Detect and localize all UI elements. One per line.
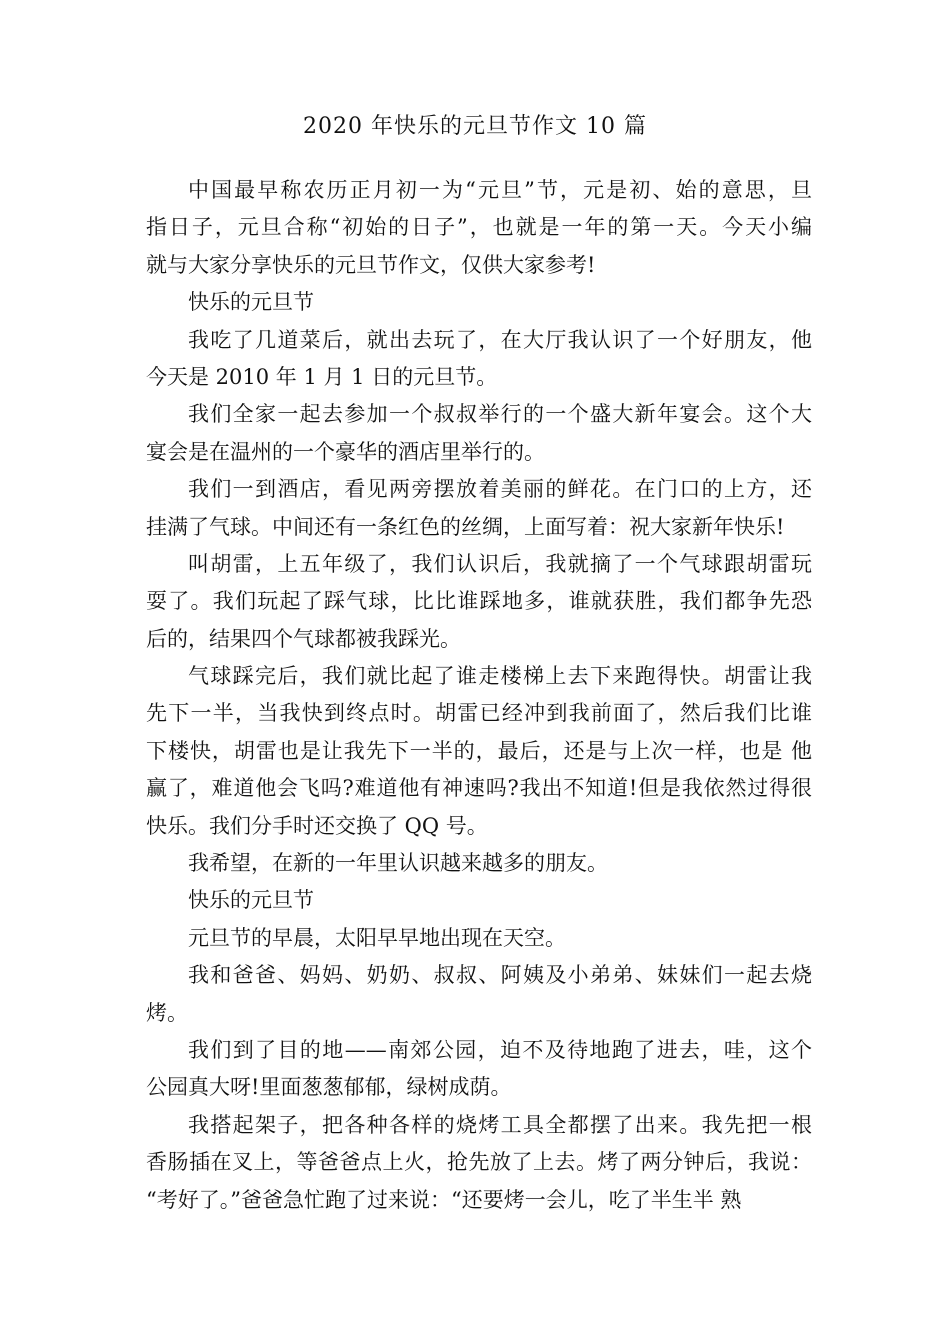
- paragraph-line: 公园真大呀!里面葱葱郁郁，绿树成荫。: [146, 1075, 512, 1100]
- body-paragraph: [146, 845, 812, 882]
- paragraph-line: 我希望，在新的一年里认识越来越多的朋友。: [188, 851, 608, 876]
- paragraph-line: 中国最早称农历正月初一为“元旦”节，元是初、始的意思，旦: [188, 178, 812, 202]
- body-paragraph: [146, 471, 812, 546]
- paragraph-line: 今天是 2010 年 1 月 1 日的元旦节。: [146, 364, 498, 389]
- body-paragraph: [146, 920, 812, 957]
- paragraph-line: 下楼快，胡雷也是让我先下一半的，最后，还是与上次一样，也是 他: [146, 738, 812, 763]
- paragraph-line: 我吃了几道菜后，就出去玩了，在大厅我认识了一个好朋友，他: [188, 327, 812, 352]
- paragraph-line: 快乐。我们分手时还交换了 QQ 号。: [146, 813, 488, 838]
- paragraph-line: 我们一到酒店，看见两旁摆放着美丽的鲜花。在门口的上方，还: [188, 477, 812, 502]
- paragraph-line: 元旦节的早晨，太阳早早地出现在天空。: [188, 925, 566, 950]
- paragraph-line: 烤。: [146, 1000, 188, 1025]
- paragraph-line: 我们全家一起去参加一个叔叔举行的一个盛大新年宴会。这个大: [188, 402, 812, 427]
- body-paragraph: [146, 658, 812, 845]
- document-title: 2020 年快乐的元旦节作文 10 篇: [303, 114, 647, 139]
- body-paragraph: [146, 322, 812, 397]
- body-paragraph: [146, 1032, 812, 1107]
- paragraph-line: 先下一半，当我快到终点时。胡雷已经冲到我前面了，然后我们比谁: [146, 701, 812, 726]
- body-paragraph: [146, 882, 812, 919]
- paragraph-line: 挂满了气球。中间还有一条红色的丝绸，上面写着：祝大家新年快乐!: [146, 514, 785, 539]
- paragraph-line: 叫胡雷，上五年级了，我们认识后，我就摘了一个气球跟胡雷玩: [188, 551, 812, 576]
- paragraph-line: 香肠插在叉上，等爸爸点上火，抢先放了上去。烤了两分钟后，我说：: [146, 1150, 812, 1175]
- paragraph-line: 气球踩完后，我们就比起了谁走楼梯上去下来跑得快。胡雷让我: [188, 664, 812, 689]
- paragraph-line: 赢了，难道他会飞吗?难道他有神速吗?我出不知道!但是我依然过得很: [146, 776, 812, 801]
- paragraph-line: 我和爸爸、妈妈、奶奶、叔叔、阿姨及小弟弟、妹妹们一起去烧: [188, 963, 812, 988]
- paragraph-line: 指日子，元旦合称“初始的日子”，也就是一年的第一天。今天小编: [146, 215, 812, 240]
- body-paragraph: [146, 172, 812, 284]
- paragraph-line: 耍了。我们玩起了踩气球，比比谁踩地多，谁就获胜，我们都争先恐: [146, 589, 812, 614]
- paragraph-line: 就与大家分享快乐的元旦节作文，仅供大家参考!: [146, 252, 596, 277]
- paragraph-line: 快乐的元旦节: [188, 290, 314, 315]
- document-body: [146, 172, 812, 1219]
- paragraph-line: 快乐的元旦节: [188, 888, 314, 913]
- paragraph-line: “考好了。”爸爸急忙跑了过来说：“还要烤一会儿，吃了半生半 熟: [146, 1187, 742, 1212]
- body-paragraph: [146, 1107, 812, 1219]
- body-paragraph: [146, 546, 812, 658]
- paragraph-line: 宴会是在温州的一个豪华的酒店里举行的。: [146, 439, 545, 464]
- body-paragraph: [146, 957, 812, 1032]
- body-paragraph: [146, 396, 812, 471]
- paragraph-line: 我们到了目的地——南郊公园，迫不及待地跑了进去，哇，这个: [188, 1037, 812, 1062]
- paragraph-line: 我搭起架子，把各种各样的烧烤工具全都摆了出来。我先把一根: [188, 1112, 812, 1137]
- body-paragraph: [146, 284, 812, 321]
- paragraph-line: 后的，结果四个气球都被我踩光。: [146, 626, 461, 651]
